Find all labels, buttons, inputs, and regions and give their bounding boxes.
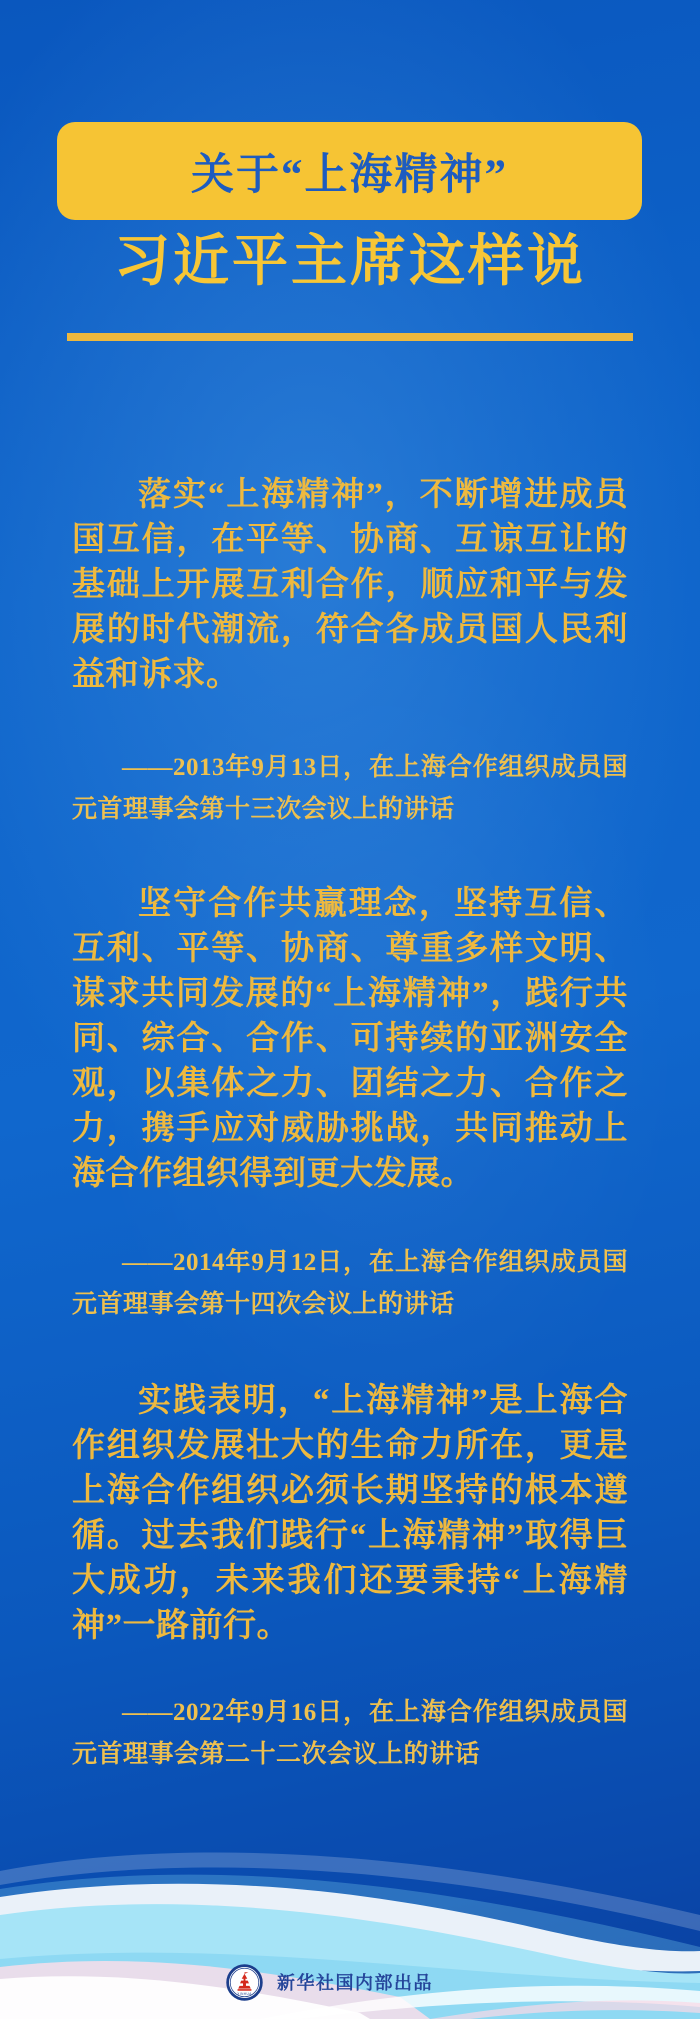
topic-badge	[57, 122, 642, 220]
main-title: 习近平主席这样说	[114, 231, 586, 293]
topic-badge-label: 关于“上海精神”	[191, 151, 508, 199]
quote-text-2: 坚守合作共赢理念，坚持互信、互利、平等、协商、尊重多样文明、谋求共同发展的“上海精神”，践行共同、综合、合作、可持续的亚洲安全观，以集体之力、团结之力、合作之力，携手应对威胁挑战，共同推动上海合作组织得到更大发展。	[72, 886, 628, 1192]
footer-credit: 新华社国内部出品	[277, 1973, 433, 1993]
xinhua-logo-icon	[226, 1964, 263, 2001]
xinhua-logo-letters: XINHUA	[237, 1991, 252, 1996]
title-underline	[67, 333, 633, 341]
quote-source-2: ——2014年9月12日，在上海合作组织成员国元首理事会第十四次会议上的讲话	[72, 1249, 628, 1318]
quote-source-3: ——2022年9月16日，在上海合作组织成员国元首理事会第二十二次会议上的讲话	[72, 1699, 628, 1768]
quote-source-1: ——2013年9月13日，在上海合作组织成员国元首理事会第十三次会议上的讲话	[72, 754, 628, 823]
footer-credit-row	[226, 1963, 433, 2001]
quote-text-3: 实践表明，“上海精神”是上海合作组织发展壮大的生命力所在，更是上海合作组织必须长期坚持的根本遵循。过去我们践行“上海精神”取得巨大成功，未来我们还要秉持“上海精神”一路前行。	[72, 1383, 628, 1644]
quote-text-1: 落实“上海精神”，不断增进成员国互信，在平等、协商、互谅互让的基础上开展互利合作，顺应和平与发展的时代潮流，符合各成员国人民利益和诉求。	[72, 477, 628, 693]
